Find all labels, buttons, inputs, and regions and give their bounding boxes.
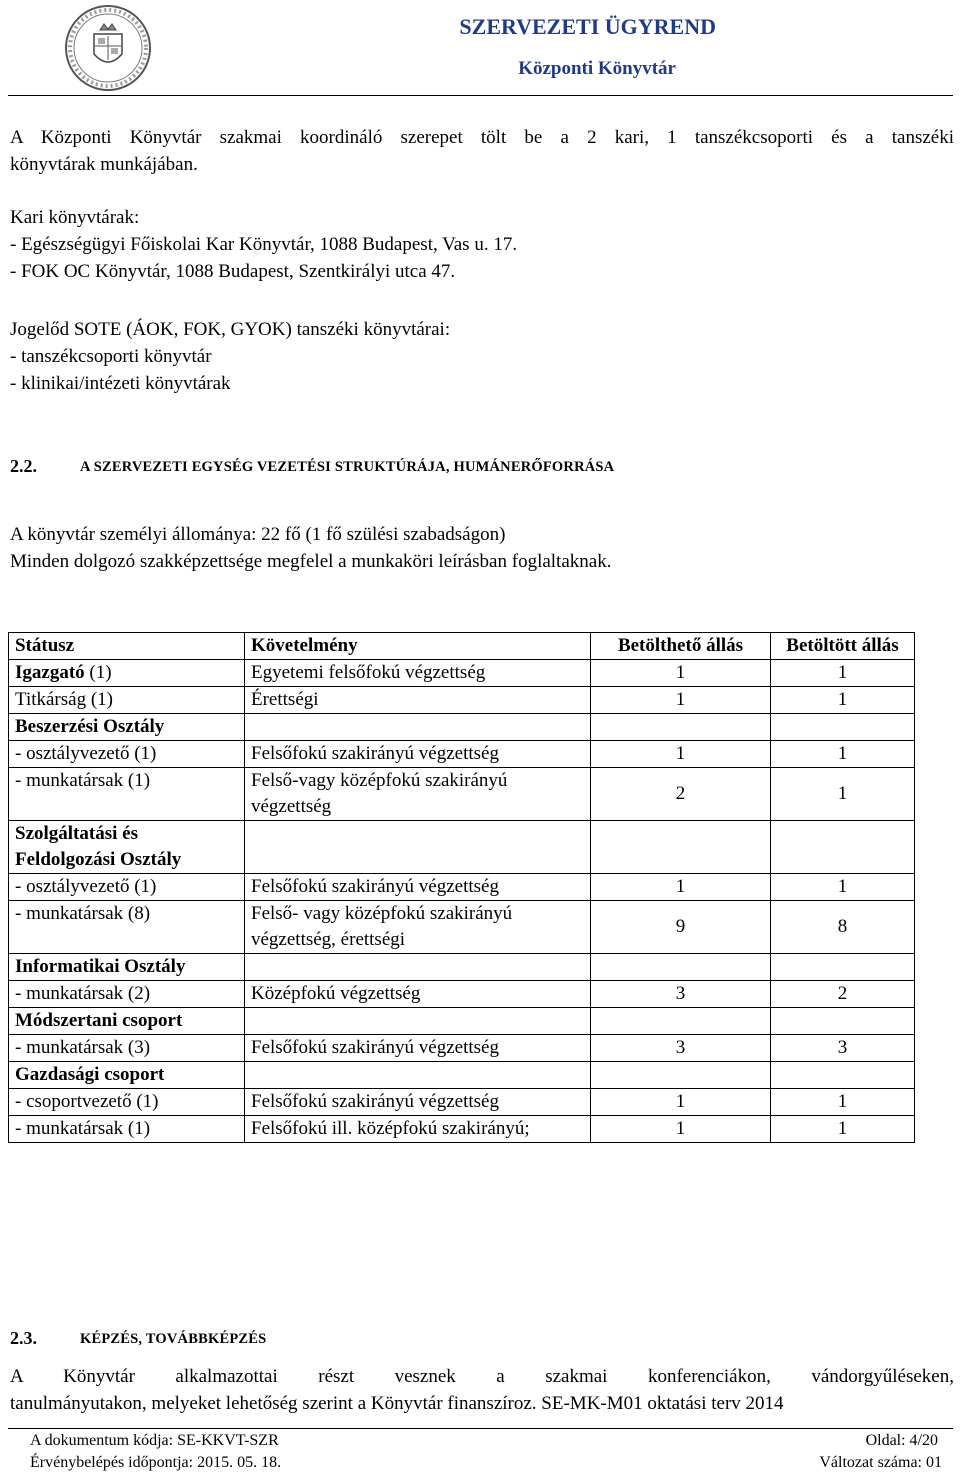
column-header-filled: Betöltött állás [771, 633, 915, 660]
filled-cell: 1 [771, 1116, 915, 1143]
status-cell: - munkatársak (1) [9, 768, 245, 821]
intro-line-1: A Központi Könyvtár szakmai koordináló szerepet tölt be a 2 kari, 1 tanszékcsoporti és a tanszéki [10, 127, 954, 148]
university-seal-icon [64, 4, 152, 92]
status-cell: - csoportvezető (1) [9, 1089, 245, 1116]
effective-date: Érvénybelépés időpontja: 2015. 05. 18. [30, 1454, 282, 1471]
requirement-cell: Érettségi [245, 687, 591, 714]
section-2-2-title: A SZERVEZETI EGYSÉG VEZETÉSI STRUKTÚRÁJA, HUMÁNERŐFORRÁSA [80, 459, 615, 475]
requirement-cell: Egyetemi felsőfokú végzettség [245, 660, 591, 687]
training-line-1: A Könyvtár alkalmazottai részt vesznek a szakmai konferenciákon, vándorgyűléseken, [10, 1366, 954, 1387]
group-cell: Szolgáltatási és Feldolgozási Osztály [9, 821, 245, 874]
requirement-cell: Középfokú végzettség [245, 981, 591, 1008]
table-group-row [9, 954, 915, 981]
group-cell: Gazdasági csoport [9, 1062, 245, 1089]
available-cell: 1 [591, 1116, 771, 1143]
footer-divider [8, 1428, 953, 1429]
intro-line-2: könyvtárak munkájában. [10, 154, 198, 175]
status-cell: Titkárság (1) [9, 687, 245, 714]
status-cell: - munkatársak (8) [9, 901, 245, 954]
available-cell: 1 [591, 687, 771, 714]
requirement-cell: Felső- vagy középfokú szakirányú végzettség, érettségi [245, 901, 591, 954]
filled-cell: 1 [771, 874, 915, 901]
table-group-row [9, 714, 915, 741]
available-cell: 3 [591, 981, 771, 1008]
header-subtitle: Központi Könyvtár [518, 58, 676, 79]
group-cell: Módszertani csoport [9, 1008, 245, 1035]
status-cell: - munkatársak (2) [9, 981, 245, 1008]
legacy-library-item: - klinikai/intézeti könyvtárak [10, 373, 231, 394]
faculty-libraries-title: Kari könyvtárak: [10, 207, 140, 228]
table-group-row [9, 1062, 915, 1089]
available-cell: 9 [591, 901, 771, 954]
table-row [9, 660, 915, 687]
requirement-cell: Felsőfokú ill. középfokú szakirányú; [245, 1116, 591, 1143]
available-cell: 1 [591, 1089, 771, 1116]
column-header-requirement: Követelmény [245, 633, 591, 660]
available-cell: 1 [591, 741, 771, 768]
group-cell: Informatikai Osztály [9, 954, 245, 981]
table-row [9, 1116, 915, 1143]
page-number: Oldal: 4/20 [865, 1432, 938, 1449]
staff-count-text: A könyvtár személyi állománya: 22 fő (1 fő szülési szabadságon) [10, 524, 506, 545]
legacy-libraries-title: Jogelőd SOTE (ÁOK, FOK, GYOK) tanszéki könyvtárai: [10, 319, 451, 340]
status-cell: - munkatársak (1) [9, 1116, 245, 1143]
status-cell: Igazgató (1) [9, 660, 245, 687]
group-cell: Beszerzési Osztály [9, 714, 245, 741]
table-header-row [9, 633, 915, 660]
table-row [9, 901, 915, 954]
legacy-library-item: - tanszékcsoporti könyvtár [10, 346, 212, 367]
staff-table [8, 632, 915, 1143]
header-divider [8, 95, 953, 96]
requirement-cell: Felsőfokú szakirányú végzettség [245, 741, 591, 768]
table-row [9, 768, 915, 821]
table-row [9, 1035, 915, 1062]
table-row [9, 981, 915, 1008]
filled-cell: 8 [771, 901, 915, 954]
available-cell: 1 [591, 660, 771, 687]
faculty-library-item: - Egészségügyi Főiskolai Kar Könyvtár, 1088 Budapest, Vas u. 17. [10, 234, 518, 255]
qualification-text: Minden dolgozó szakképzettsége megfelel a munkaköri leírásban foglaltaknak. [10, 551, 612, 572]
version-number: Változat száma: 01 [819, 1454, 942, 1471]
section-2-2-number: 2.2. [10, 456, 37, 476]
status-cell: - osztályvezető (1) [9, 741, 245, 768]
filled-cell: 1 [771, 687, 915, 714]
requirement-cell: Felsőfokú szakirányú végzettség [245, 1089, 591, 1116]
table-row [9, 1089, 915, 1116]
requirement-cell: Felsőfokú szakirányú végzettség [245, 1035, 591, 1062]
filled-cell: 3 [771, 1035, 915, 1062]
section-2-3-number: 2.3. [10, 1328, 37, 1348]
status-cell: - munkatársak (3) [9, 1035, 245, 1062]
filled-cell: 1 [771, 768, 915, 821]
table-group-row [9, 821, 915, 874]
document-code: A dokumentum kódja: SE-KKVT-SZR [30, 1432, 279, 1449]
available-cell: 3 [591, 1035, 771, 1062]
filled-cell: 1 [771, 1089, 915, 1116]
filled-cell: 1 [771, 741, 915, 768]
status-cell: - osztályvezető (1) [9, 874, 245, 901]
table-row [9, 741, 915, 768]
section-2-3-title: KÉPZÉS, TOVÁBBKÉPZÉS [80, 1331, 267, 1347]
faculty-library-item: - FOK OC Könyvtár, 1088 Budapest, Szentkirályi utca 47. [10, 261, 456, 282]
training-line-2: tanulmányutakon, melyeket lehetőség szerint a Könyvtár finanszíroz. SE-MK-M01 oktatási terv 2014 [10, 1393, 784, 1414]
table-row [9, 874, 915, 901]
requirement-cell: Felsőfokú szakirányú végzettség [245, 874, 591, 901]
filled-cell: 1 [771, 660, 915, 687]
column-header-status: Státusz [9, 633, 245, 660]
table-group-row [9, 1008, 915, 1035]
available-cell: 1 [591, 874, 771, 901]
column-header-available: Betölthető állás [591, 633, 771, 660]
requirement-cell: Felső-vagy középfokú szakirányú végzettség [245, 768, 591, 821]
filled-cell: 2 [771, 981, 915, 1008]
header-title: SZERVEZETI ÜGYREND [459, 14, 716, 39]
available-cell: 2 [591, 768, 771, 821]
table-row [9, 687, 915, 714]
